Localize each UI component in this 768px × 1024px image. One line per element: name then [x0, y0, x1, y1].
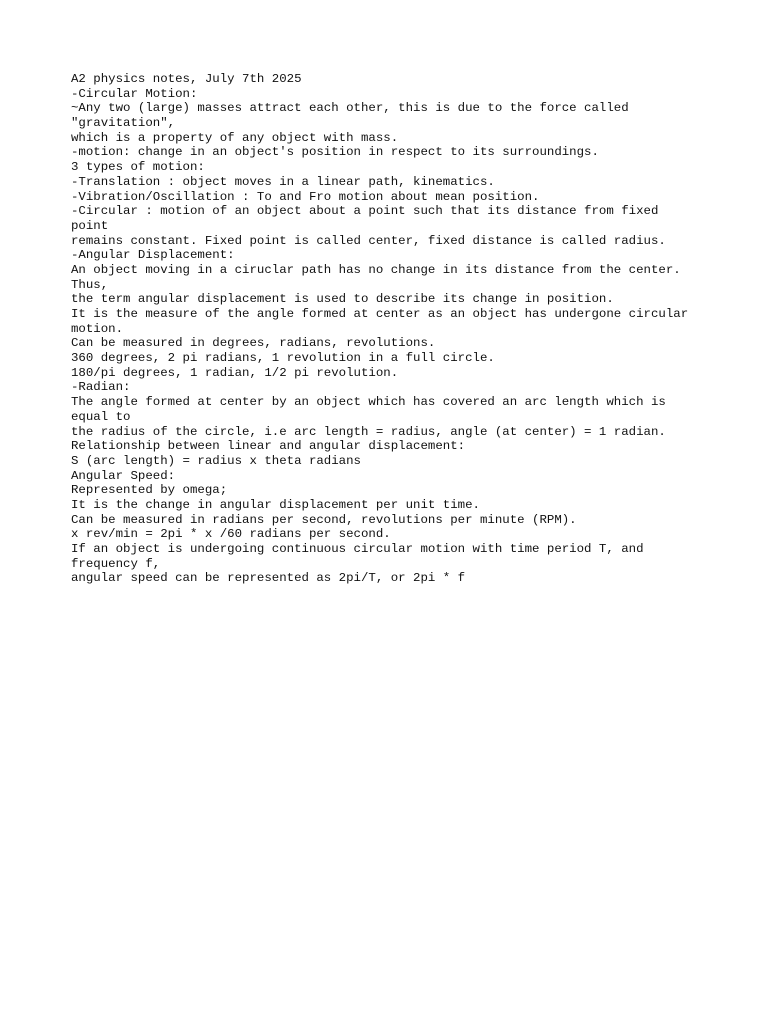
text-line: S (arc length) = radius x theta radians	[71, 453, 361, 468]
text-line: Represented by omega;	[71, 483, 228, 498]
text-line: the radius of the circle, i.e arc length = radius, angle (at center) = 1 radian.	[71, 424, 666, 439]
text-line: remains constant. Fixed point is called center, fixed distance is called radius.	[71, 233, 666, 248]
text-line: An object moving in a ciruclar path has no change in its distance from the center.	[71, 262, 681, 277]
text-line: equal to	[71, 409, 131, 424]
text-line: -Angular Displacement:	[71, 248, 235, 263]
text-line: x rev/min = 2pi * x /60 radians per second.	[71, 527, 391, 542]
text-line: -Circular : motion of an object about a point such that its distance from fixed	[71, 204, 659, 219]
document-title: A2 physics notes, July 7th 2025	[71, 72, 302, 86]
document-page	[71, 72, 751, 586]
text-line: Thus,	[71, 277, 109, 292]
text-line: It is the change in angular displacement per unit time.	[71, 497, 480, 512]
text-line: If an object is undergoing continuous circular motion with time period T, and	[71, 542, 644, 556]
text-line: -Radian:	[71, 380, 131, 395]
text-line: Angular Speed:	[71, 468, 176, 483]
text-line: motion.	[71, 321, 124, 336]
text-line: 3 types of motion:	[71, 160, 205, 175]
text-line: -Circular Motion:	[71, 86, 198, 101]
text-line: -Vibration/Oscillation : To and Fro motion about mean position.	[71, 189, 540, 204]
text-line: the term angular displacement is used to describe its change in position.	[71, 292, 614, 307]
text-line: Relationship between linear and angular displacement:	[71, 439, 466, 454]
text-line: point	[71, 218, 109, 233]
text-line: angular speed can be represented as 2pi/T, or 2pi * f	[71, 571, 466, 586]
text-line: 180/pi degrees, 1 radian, 1/2 pi revolution.	[71, 365, 399, 380]
text-line: -Translation : object moves in a linear path, kinematics.	[71, 174, 495, 189]
text-line: ~Any two (large) masses attract each other, this is due to the force called	[71, 101, 629, 116]
text-line: It is the measure of the angle formed at center as an object has undergone circular	[71, 307, 689, 321]
text-line: -motion: change in an object's position in respect to its surroundings.	[71, 145, 599, 160]
text-line: Can be measured in degrees, radians, revolutions.	[71, 336, 436, 351]
text-line: Can be measured in radians per second, revolutions per minute (RPM).	[71, 512, 577, 527]
text-line: "gravitation",	[71, 116, 176, 131]
text-line: The angle formed at center by an object which has covered an arc length which is	[71, 395, 666, 410]
text-line: 360 degrees, 2 pi radians, 1 revolution in a full circle.	[71, 351, 495, 366]
text-line: which is a property of any object with mass.	[71, 130, 399, 145]
text-line: frequency f,	[71, 556, 161, 571]
